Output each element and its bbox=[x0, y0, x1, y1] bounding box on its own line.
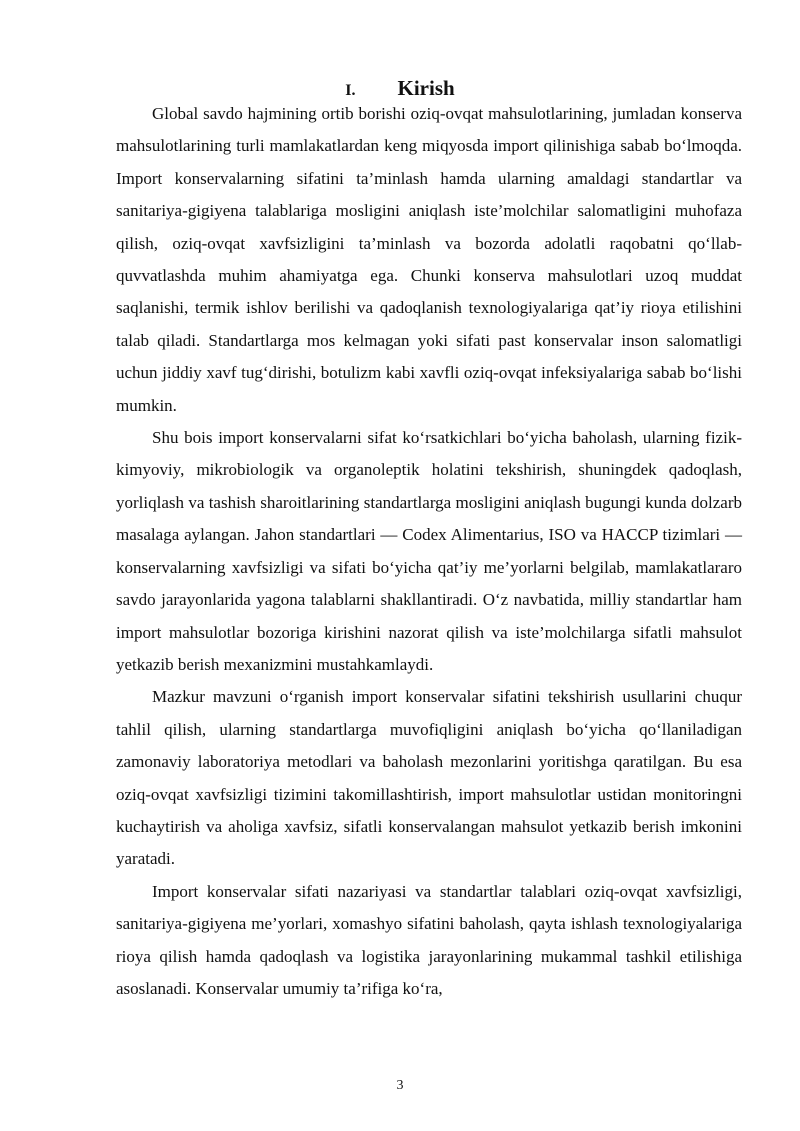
paragraph-2: Shu bois import konservalarni sifat ko‘rsatkichlari bo‘yicha baholash, ularning fizik-kimyoviy, mikrobiologik va organoleptik holatini tekshirish, shuningdek qadoqlash, yorliqlash va tashish sharoitlarining standartlarga mosligini aniqlash bugungi kunda dolzarb masalaga aylangan. Jahon standartlari — Codex Alimentarius, ISO va HACCP tizimlari — konservalarning xavfsizligi va sifati bo‘yicha qat’iy me’yorlarni belgilab, mamlakatlararo savdo jarayonlarida yagona talablarni shakllantiradi. O‘z navbatida, milliy standartlar ham import mahsulotlar bozoriga kirishini nazorat qilish va iste’molchilarga sifatli mahsulot yetkazib berish mexanizmini mustahkamlaydi. bbox=[116, 428, 742, 674]
page-number: 3 bbox=[396, 1078, 404, 1093]
body-text bbox=[116, 98, 742, 1005]
section-number: I. bbox=[345, 82, 356, 99]
paragraph-4: Import konservalar sifati nazariyasi va standartlar talablari oziq-ovqat xavfsizligi, sanitariya-gigiyena me’yorlari, xomashyo sifatini baholash, qayta ishlash texnologiyalariga rioya qilish hamda qadoqlash va logistika jarayonlarining mukammal tashkil etilishiga asoslanadi. Konservalar umumiy ta’rifiga ko‘ra, bbox=[116, 881, 742, 998]
paragraph-1: Global savdo hajmining ortib borishi oziq-ovqat mahsulotlarining, jumladan konserva mahsulotlarining turli mamlakatlardan keng miqyosda import qilinishiga sabab bo‘lmoqda. Import konservalarning sifatini ta’minlash hamda ularning amaldagi standartlar va sanitariya-gigiyena talablariga mosligini aniqlash iste’molchilar salomatligini muhofaza qilish, oziq-ovqat xavfsizligini ta’minlash va bozorda adolatli raqobatni qo‘llab-quvvatlashda muhim ahamiyatga ega. Chunki konserva mahsulotlari uzoq muddat saqlanishi, termik ishlov berilishi va qadoqlanish texnologiyalariga qat’iy rioya etilishini talab qiladi. Standartlarga mos kelmagan yoki sifati past konservalar inson salomatligi uchun jiddiy xavf tug‘dirishi, botulizm kabi xavfli oziq-ovqat infeksiyalariga sabab bo‘lishi mumkin. bbox=[116, 104, 742, 415]
paragraph-3: Mazkur mavzuni o‘rganish import konservalar sifatini tekshirish usullarini chuqur tahlil qilish, ularning standartlarga muvofiqligini aniqlash bo‘yicha qo‘llaniladigan zamonaviy laboratoriya metodlari va baholash mezonlarini yoritishga qaratilgan. Bu esa oziq-ovqat xavfsizligi tizimini takomillashtirish, import mahsulotlar ustidan monitoringni kuchaytirish va aholiga xavfsiz, sifatli konservalangan mahsulot yetkazib berish imkonini yaratadi. bbox=[116, 687, 742, 869]
section-title: Kirish bbox=[397, 76, 455, 100]
